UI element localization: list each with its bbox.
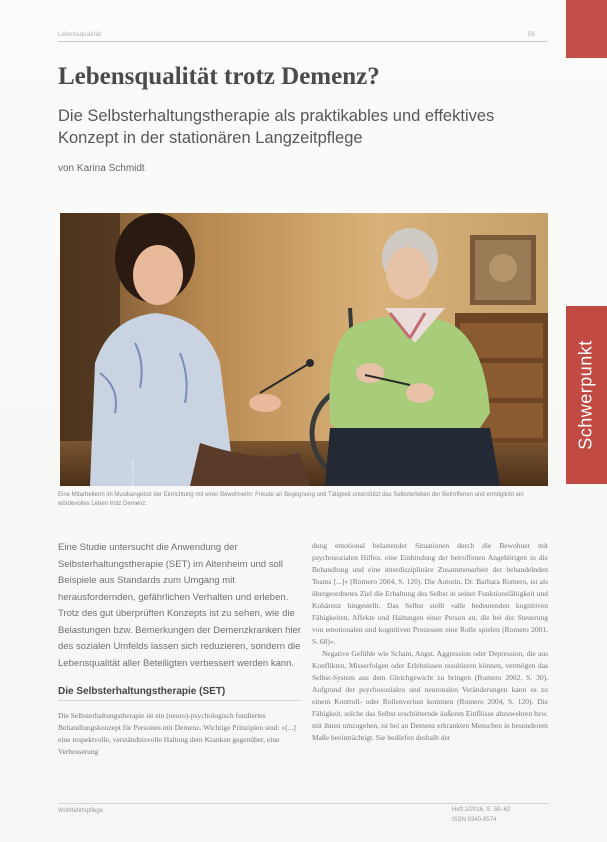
right-paragraph-2: Negative Gefühle wie Scham, Angst, Aggression oder Depression, die aus Konflikten, Misserfolgen oder Erlebnissen resultieren können, vermögen das Selbst-System aus dem Gleichgewicht zu bringen (Romero 2002, S. 30). Aufgrund der psychosozialen und neuronalen Veränderungen kann es zu einem Kontroll- oder Rollenverlust kommen (Romero 2004, S. 120). Die Fähigkeit, solche das Selbst erschütternde äußeren Einflüsse abzuwehren bzw. mit ihnen umzugehen, ist bei an Demenz erkrankten Menschen in besonderem Maße beeinträchtigt. Sie bedürfen deshalb der: [312, 649, 548, 742]
tab-top-bar: [566, 0, 607, 58]
lead-column: [58, 540, 301, 672]
page-number: 59: [528, 32, 535, 38]
lead-paragraph: Eine Studie untersucht die Anwendung der Selbsterhaltungstherapie (SET) im Altenheim und soll Beispiele aus Standards zum Umgang mit herausfordernden, gefährlichen Verhalten und erleben. Trotz des gut überprüften Konzepts ist zu sehen, wie die Belastungen bzw. Bemerkungen der Demenzkranken hier des sozialen Umfelds lassen sich reduzieren, sondern die Lebensqualität aller Beteiligten verbessert werden kann.: [58, 542, 301, 669]
photo-illustration: [60, 213, 548, 486]
photo-caption: Eine Mitarbeiterin im Musikangebot der Einrichtung mit einer Bewohnerin: Freude an Begegnung und Tätigkeit unterstützt das Selbsterleben der Betroffenen und ermöglicht ein würdevolles Leben trotz Demenz.: [58, 492, 524, 507]
running-header: Lebensqualität: [58, 32, 102, 38]
article-author: von Karina Schmidt: [58, 163, 145, 174]
footer-issue: Heft 2/2016, S. 59–62: [452, 807, 511, 813]
header-divider: [58, 41, 548, 42]
section-body: Die Selbsterhaltungstherapie ist ein (neuro)-psychologisch fundiertes Behandlungskonzept für Personen mit Demenz. Wichtige Prinzipien sind: »[...] eine respektvolle, verständnisvolle Haltung dem Kranken gegenüber, eine Verbesserung: [58, 711, 296, 756]
right-column: [312, 540, 548, 744]
photo-credit-text: Foto: © Autorin: [130, 459, 135, 486]
footer-issn: ISSN 0340-8574: [452, 817, 497, 823]
article-title: Lebensqualität trotz Demenz?: [58, 63, 380, 90]
footer-divider: [58, 803, 548, 804]
footer-publication: Wohlfahrtspflege: [58, 808, 103, 814]
section-divider: [58, 700, 301, 701]
article-subtitle: Die Selbsterhaltungstherapie als praktikables und effektives Konzept in der stationären Langzeitpflege: [58, 107, 495, 147]
article-photo: [60, 213, 548, 486]
right-paragraph-1: dung emotional belastender Situationen durch die Bewohner mit psychosozialen Hilfen, eine Einbindung der betroffenen Angehörigen in die Behandlung und eine interdisziplinäre Zusammenarbeit der behandelnden Teams [...]« (Romero 2004, S. 120). Die Autorin, Dr. Barbara Romero, ist als übergeordnetes Ziel die Erhaltung des Selbst in seiner Funktionsfähigkeit und Kohärenz hingestellt. Das Selbst stellt »alle bedeutenden kognitiven Fähigkeiten, Affekte und Haltungen einer Person an, die bei der Steuerung von emotionalen und kognitiven Prozessen eine Rolle spielen (Romero 2001, S. 68)«.: [312, 541, 548, 646]
section-heading: Die Selbsterhaltungstherapie (SET): [58, 686, 226, 697]
photo-credit: [124, 438, 135, 486]
section-tab-label: Schwerpunkt: [575, 340, 596, 450]
section-tab: [566, 0, 607, 842]
